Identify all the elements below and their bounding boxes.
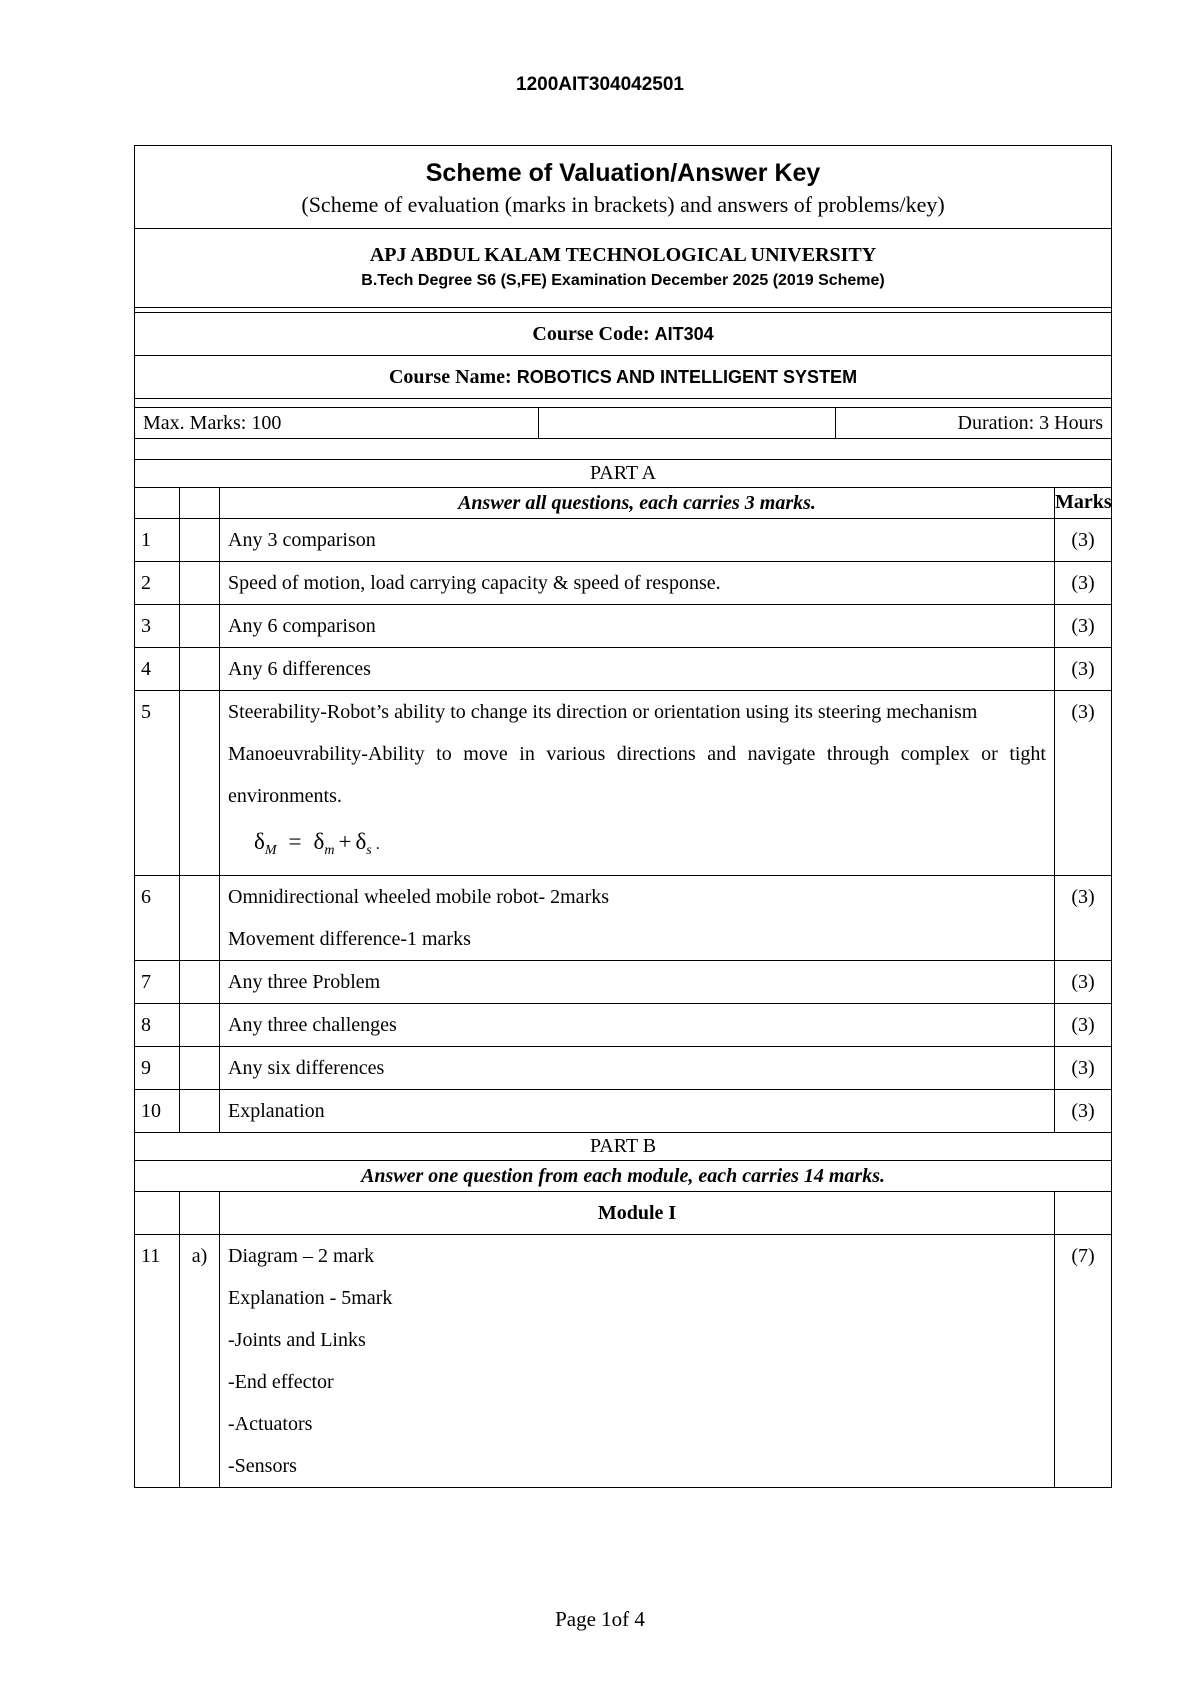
question-marks: (3) [1055,1004,1112,1047]
question-number: 1 [135,519,180,562]
question-row [135,519,1112,562]
spacer-row [135,399,1112,408]
marks-duration-row [135,408,1112,439]
part-a-instruction: Answer all questions, each carries 3 marks. [220,488,1055,519]
answer-text: Explanation [220,1090,1055,1133]
answer-text: Any three challenges [220,1004,1055,1047]
part-b-instruction-row [135,1161,1112,1192]
answer-text: Omnidirectional wheeled mobile robot- 2marks [228,886,610,908]
question-marks: (3) [1055,961,1112,1004]
part-b-title: PART B [135,1133,1112,1161]
question-marks: (3) [1055,1047,1112,1090]
answer-text: Speed of motion, load carrying capacity & speed of response. [220,562,1055,605]
question-row [135,1004,1112,1047]
question-number: 3 [135,605,180,648]
question-number: 6 [135,876,180,961]
answer-text: -End effector [228,1371,334,1393]
question-number: 2 [135,562,180,605]
question-marks: (3) [1055,519,1112,562]
answer-text: Any three Problem [220,961,1055,1004]
answer-text: Any six differences [220,1047,1055,1090]
marks-header: Marks [1055,488,1112,519]
question-row [135,691,1112,876]
question-number: 8 [135,1004,180,1047]
part-a-title: PART A [135,460,1112,488]
steerability-formula [228,817,1046,875]
answer-text: Movement difference-1 marks [228,928,471,950]
question-row [135,961,1112,1004]
question-marks: (3) [1055,648,1112,691]
question-marks: (3) [1055,876,1112,961]
question-row [135,562,1112,605]
question-marks: (7) [1055,1235,1112,1488]
duration: Duration: 3 Hours [836,408,1112,439]
answer-text: Any 3 comparison [220,519,1055,562]
course-code: AIT304 [654,324,714,344]
course-name: ROBOTICS AND INTELLIGENT SYSTEM [516,367,858,387]
max-marks: Max. Marks: 100 [135,408,539,439]
answer-text: -Sensors [228,1455,297,1477]
university-row [135,229,1112,308]
module-row [135,1192,1112,1235]
part-b-instruction: Answer one question from each module, each carries 14 marks. [135,1161,1112,1192]
question-marks: (3) [1055,691,1112,876]
question-row [135,605,1112,648]
spacer-row [135,439,1112,460]
question-number: 4 [135,648,180,691]
question-row [135,648,1112,691]
question-row [135,1235,1112,1488]
formula-text: $\delta_M = \delta_m + \delta_s$ . [254,829,380,858]
course-name-row [135,356,1112,399]
exam-name: B.Tech Degree S6 (S,FE) Examination December 2025 (2019 Scheme) [361,272,885,289]
question-marks: (3) [1055,605,1112,648]
university-name: APJ ABDUL KALAM TECHNOLOGICAL UNIVERSITY [369,244,877,266]
title-row [135,146,1112,229]
answer-text: Any 6 differences [220,648,1055,691]
answer-text: Any 6 comparison [220,605,1055,648]
question-number: 9 [135,1047,180,1090]
answer-text: Diagram – 2 mark [228,1245,375,1267]
course-code-row [135,313,1112,356]
question-row [135,876,1112,961]
answer-text: Steerability-Robot’s ability to change its direction or orientation using its steering mechanism [228,701,978,723]
question-number: 5 [135,691,180,876]
answer-text: -Joints and Links [228,1329,366,1351]
answer-text: Explanation - 5mark [228,1287,393,1309]
module-title: Module I [220,1192,1055,1235]
question-number: 11 [135,1235,180,1488]
question-marks: (3) [1055,1090,1112,1133]
empty-cell [539,408,836,439]
question-marks: (3) [1055,562,1112,605]
course-code-label: Course Code: [532,323,655,345]
sub-question-label: a) [180,1235,220,1488]
document-code: 1200AIT304042501 [516,74,684,95]
course-name-label: Course Name: [388,366,517,388]
question-number: 7 [135,961,180,1004]
answer-key-table [134,145,1112,1488]
part-a-instruction-row [135,488,1112,519]
page-subtitle: (Scheme of evaluation (marks in brackets) and answers of problems/key) [301,192,945,217]
part-b-header-row [135,1133,1112,1161]
question-row [135,1047,1112,1090]
question-row [135,1090,1112,1133]
answer-text: -Actuators [228,1413,313,1435]
page-title: Scheme of Valuation/Answer Key [425,159,821,187]
page-number: Page 1of 4 [555,1607,645,1631]
question-number: 10 [135,1090,180,1133]
answer-text: Manoeuvrability-Ability to move in various directions and navigate through complex or tight environments. [228,743,1046,807]
part-a-header-row [135,460,1112,488]
